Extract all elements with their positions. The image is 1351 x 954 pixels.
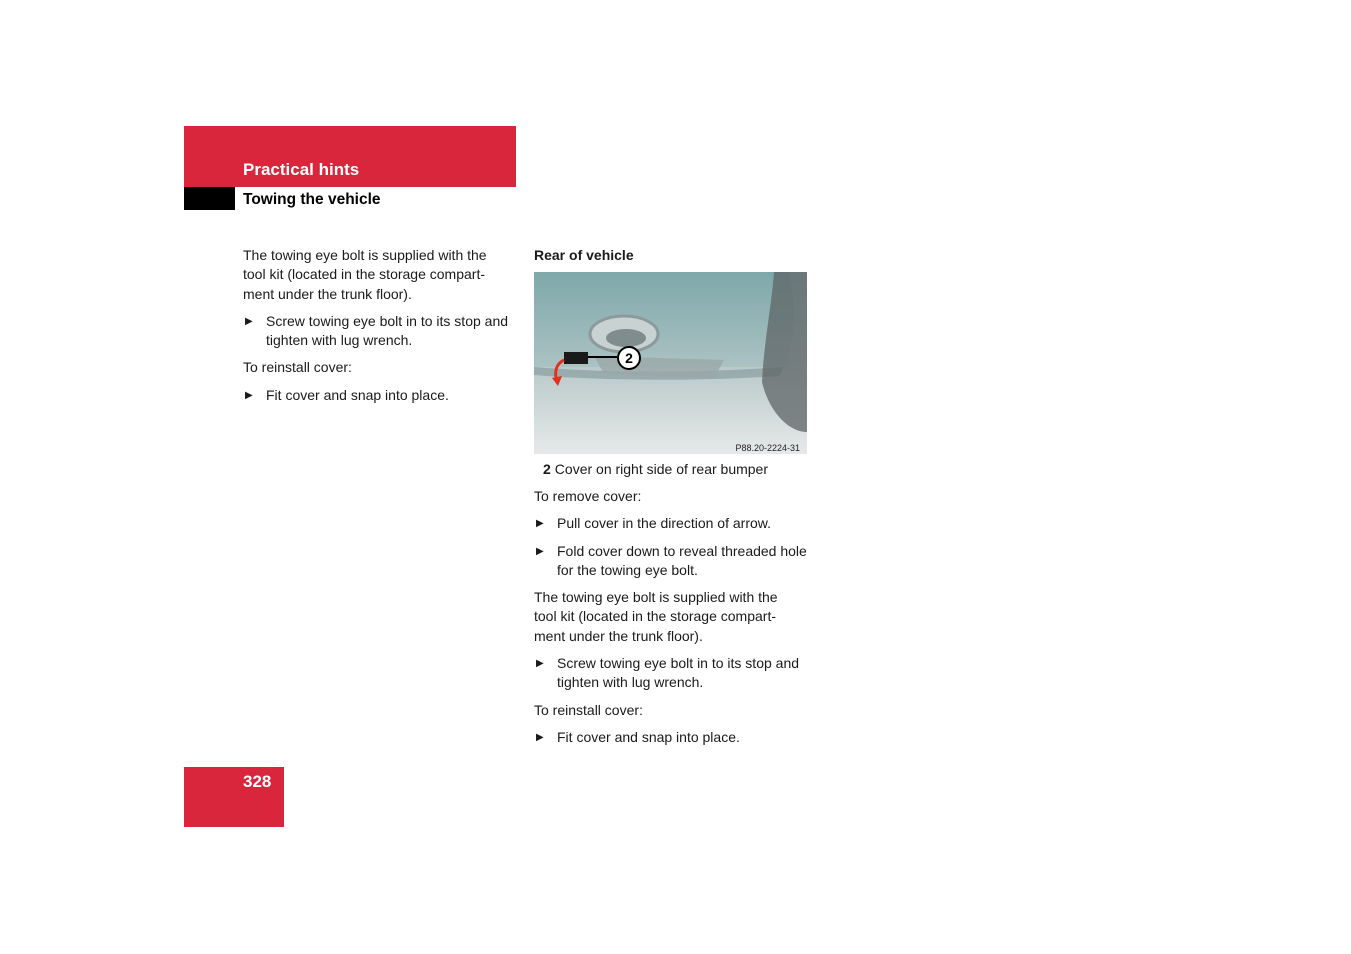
list-item [534, 728, 809, 747]
left-column [243, 246, 518, 405]
list-item [534, 514, 809, 533]
list-item-text: Pull cover in the direction of arrow. [557, 515, 771, 532]
list-item-text: Fit cover and snap into place. [557, 728, 740, 745]
bullet-arrow-icon: ▶ [536, 518, 544, 530]
bullet-arrow-icon: ▶ [536, 658, 544, 670]
paragraph: The towing eye bolt is supplied with the tool kit (located in the storage compart-ment under the trunk floor). [243, 247, 487, 302]
header-marker [184, 187, 235, 210]
paragraph: The towing eye bolt is supplied with the tool kit (located in the storage compart-ment under the trunk floor). [534, 589, 778, 644]
paragraph: To reinstall cover: [534, 701, 643, 718]
right-column [534, 487, 809, 747]
rear-bumper-figure [534, 272, 807, 454]
list-item [534, 654, 809, 693]
section-title: Practical hints [243, 160, 360, 179]
bullet-arrow-icon: ▶ [536, 545, 544, 557]
paragraph: To reinstall cover: [243, 359, 352, 376]
figure-caption [543, 460, 768, 479]
caption-number: 2 [543, 461, 551, 477]
list-item-text: Fit cover and snap into place. [266, 386, 449, 403]
list-item [243, 386, 518, 405]
list-item-text: Screw towing eye bolt in to its stop and tighten with lug wrench. [266, 312, 509, 349]
caption-text: Cover on right side of rear bumper [554, 461, 769, 477]
list-item-text: Fold cover down to reveal threaded hole for the towing eye bolt. [557, 542, 807, 578]
page-title: Towing the vehicle [243, 191, 381, 208]
paragraph: To remove cover: [534, 488, 642, 504]
bullet-arrow-icon: ▶ [245, 315, 253, 327]
list-item-text: Screw towing eye bolt in to its stop and tighten with lug wrench. [557, 655, 800, 691]
figure-heading: Rear of vehicle [534, 247, 634, 263]
figure-callout: 2 [625, 350, 633, 366]
list-item [534, 542, 809, 581]
rear-bumper-illustration [534, 272, 807, 454]
figure-code: P88.20-2224-31 [735, 443, 800, 453]
list-item [243, 312, 518, 351]
bullet-arrow-icon: ▶ [245, 389, 253, 401]
page-number: 328 [243, 772, 272, 791]
bullet-arrow-icon: ▶ [536, 731, 544, 743]
